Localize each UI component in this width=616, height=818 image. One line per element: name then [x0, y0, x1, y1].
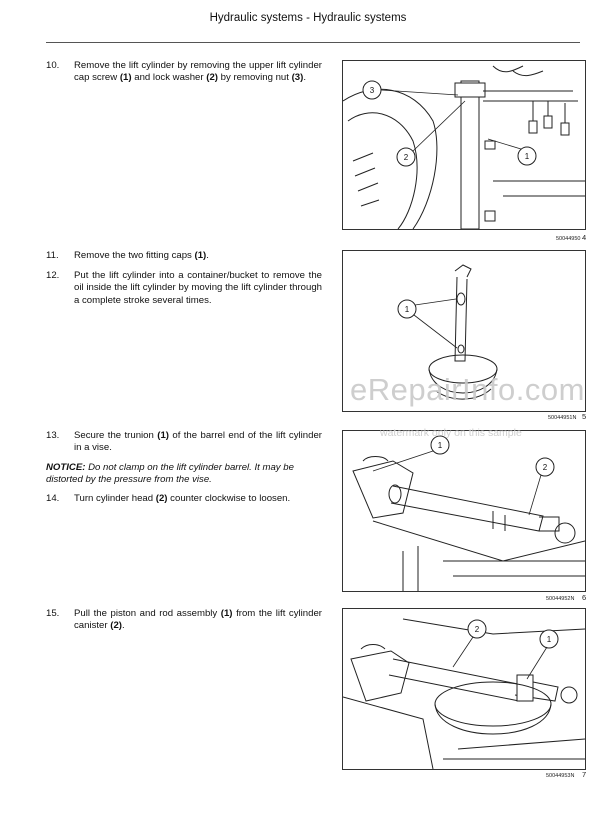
figure-number: 5: [582, 412, 587, 421]
step-number: 12.: [46, 270, 60, 281]
step-text: Remove the two fitting caps (1).: [74, 250, 209, 261]
figure-code: 50044950: [556, 236, 581, 242]
callout-3: 3: [369, 86, 375, 95]
step-number: 11.: [46, 250, 59, 261]
callout-1: 1: [437, 441, 443, 450]
figure-code: 50044953N: [546, 773, 575, 779]
step-number: 10.: [46, 60, 60, 71]
callout-1: 1: [546, 635, 552, 644]
figure-code: 50044951N: [548, 415, 577, 421]
callout-1: 1: [404, 305, 410, 314]
figure-6-illustration: [342, 430, 586, 592]
step-12: [46, 270, 322, 307]
figure-number: 6: [582, 593, 587, 602]
step-text: Secure the trunion (1) of the barrel end of the lift cylinder in a vise.: [74, 430, 322, 454]
page-header: Hydraulic systems - Hydraulic systems: [209, 12, 407, 24]
step-text: Pull the piston and rod assembly (1) from the lift cylinder canister (2).: [74, 608, 322, 632]
callout-2: 2: [542, 463, 548, 472]
step-number: 15.: [46, 608, 60, 619]
figure-7-illustration: [342, 608, 586, 770]
callout-1: 1: [524, 152, 530, 161]
step-11: [46, 250, 322, 262]
step-text: Put the lift cylinder into a container/bucket to remove the oil inside the lift cylinder by moving the lift cylinder through a complete stroke several times.: [74, 270, 322, 306]
step-text: Remove the lift cylinder by removing the upper lift cylinder cap screw (1) and lock washer (2) by removing nut (3).: [74, 60, 322, 84]
watermark-text: eRepairInfo.com: [350, 372, 585, 407]
figure-code: 50044952N: [546, 596, 575, 602]
callout-2: 2: [474, 625, 480, 634]
figure-number: 4: [582, 233, 587, 242]
step-15: [46, 608, 322, 633]
figure-4-illustration: [342, 60, 586, 230]
step-number: 13.: [46, 430, 60, 441]
figure-number: 7: [582, 770, 587, 779]
step-number: 14.: [46, 493, 60, 504]
step-14: [46, 493, 322, 505]
step-text: Turn cylinder head (2) counter clockwise to loosen.: [74, 493, 291, 504]
step-13: [46, 430, 322, 455]
callout-2: 2: [403, 153, 409, 162]
step-10: [46, 60, 322, 85]
header-rule: [46, 42, 580, 43]
watermark-subtext: watermark only on this sample: [380, 427, 522, 439]
notice-text: NOTICE: Do not clamp on the lift cylinder barrel. It may be distorted by the pressure from the vise.: [46, 462, 294, 486]
